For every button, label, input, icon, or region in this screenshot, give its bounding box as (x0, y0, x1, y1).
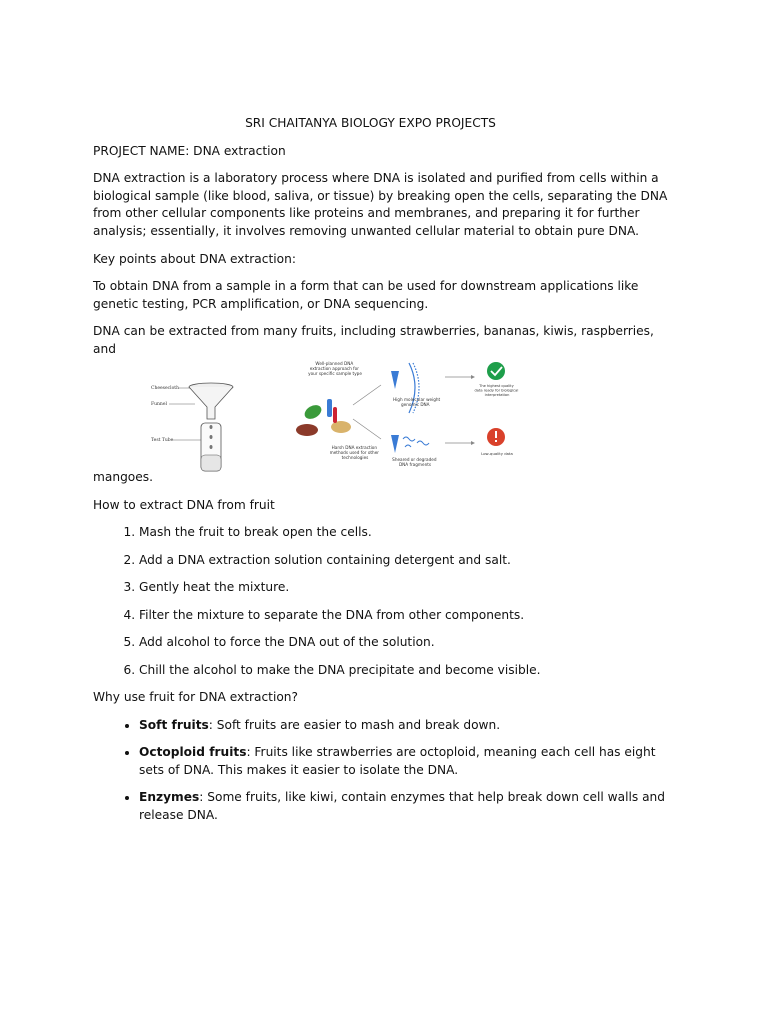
figure1-label-cheesecloth: Cheesecloth (151, 385, 180, 391)
why-heading: Why use fruit for DNA extraction? (93, 690, 298, 705)
tube-icon (327, 399, 332, 417)
bottom-outcome: Low-quality data (481, 450, 513, 456)
reasons-list (93, 717, 678, 825)
figure-row (93, 360, 678, 485)
potato-icon (331, 421, 351, 433)
extraction-approach-diagram (293, 357, 551, 469)
fruits-paragraph: DNA can be extracted from many fruits, including strawberries, bananas, kiwis, raspberries, and (93, 324, 654, 356)
reason-text: : Some fruits, like kiwi, contain enzymes that help break down cell walls and release DNA. (139, 790, 666, 822)
top-outcome: The highest quality data ready for biological interpretation (474, 383, 519, 397)
bottom-caption: Harsh DNA extraction methods used for other technologies (329, 444, 379, 460)
intro-paragraph: DNA extraction is a laboratory process where DNA is isolated and purified from cells within a biological sample (like blood, saliva, or tissue) by breaking open the cells, separating the DNA from other cellular components like proteins and membranes, and preparing it for further analysis; essentially, it involves removing unwanted cellular material to obtain pure DNA. (93, 171, 668, 238)
list-item: 2. Add a DNA extraction solution containing detergent and salt. (139, 552, 678, 570)
key-points-heading: Key points about DNA extraction: (93, 251, 296, 266)
document-title: SRI CHAITANYA BIOLOGY EXPO PROJECTS (245, 116, 496, 130)
how-heading: How to extract DNA from fruit (93, 497, 275, 512)
reason-term: Octoploid fruits (139, 745, 247, 760)
bottom-result: Sheared or degraded DNA fragments (392, 456, 437, 467)
reason-term: Soft fruits (139, 717, 209, 732)
list-item (139, 744, 678, 779)
funnel-test-tube-figure (151, 367, 251, 475)
list-item: 5. Add alcohol to force the DNA out of the solution. (139, 634, 678, 652)
key-point-paragraph: To obtain DNA from a sample in a form that can be used for downstream applications like genetic testing, PCR amplification, or DNA sequencing. (93, 279, 639, 311)
list-item: 4. Filter the mixture to separate the DNA from other components. (139, 607, 678, 625)
figure1-label-funnel: Funnel (151, 401, 167, 407)
list-item: 3. Gently heat the mixture. (139, 579, 678, 597)
reason-text: : Soft fruits are easier to mash and break down. (208, 717, 501, 732)
top-result: High molecular weight genomic DNA (393, 396, 441, 407)
top-caption: Well-planned DNA extraction approach for your specific sample type (308, 360, 362, 376)
reason-term: Enzymes (139, 790, 200, 805)
reason-text: : Fruits like strawberries are octoploid, meaning each cell has eight sets of DNA. This makes it easier to isolate the DNA. (139, 745, 656, 777)
project-name: PROJECT NAME: DNA extraction (93, 143, 286, 158)
list-item (139, 717, 678, 735)
check-icon (487, 362, 505, 380)
document-page (93, 115, 678, 834)
steps-list (93, 524, 678, 679)
liver-icon (296, 424, 318, 436)
list-item: 6. Chill the alcohol to make the DNA precipitate and become visible. (139, 662, 678, 680)
fruits-paragraph-end: mangoes. (93, 469, 153, 484)
list-item: 1. Mash the fruit to break open the cells. (139, 524, 678, 542)
list-item (139, 789, 678, 824)
figure1-label-testtube: Test Tube (151, 437, 174, 443)
leaf-icon (302, 402, 324, 421)
